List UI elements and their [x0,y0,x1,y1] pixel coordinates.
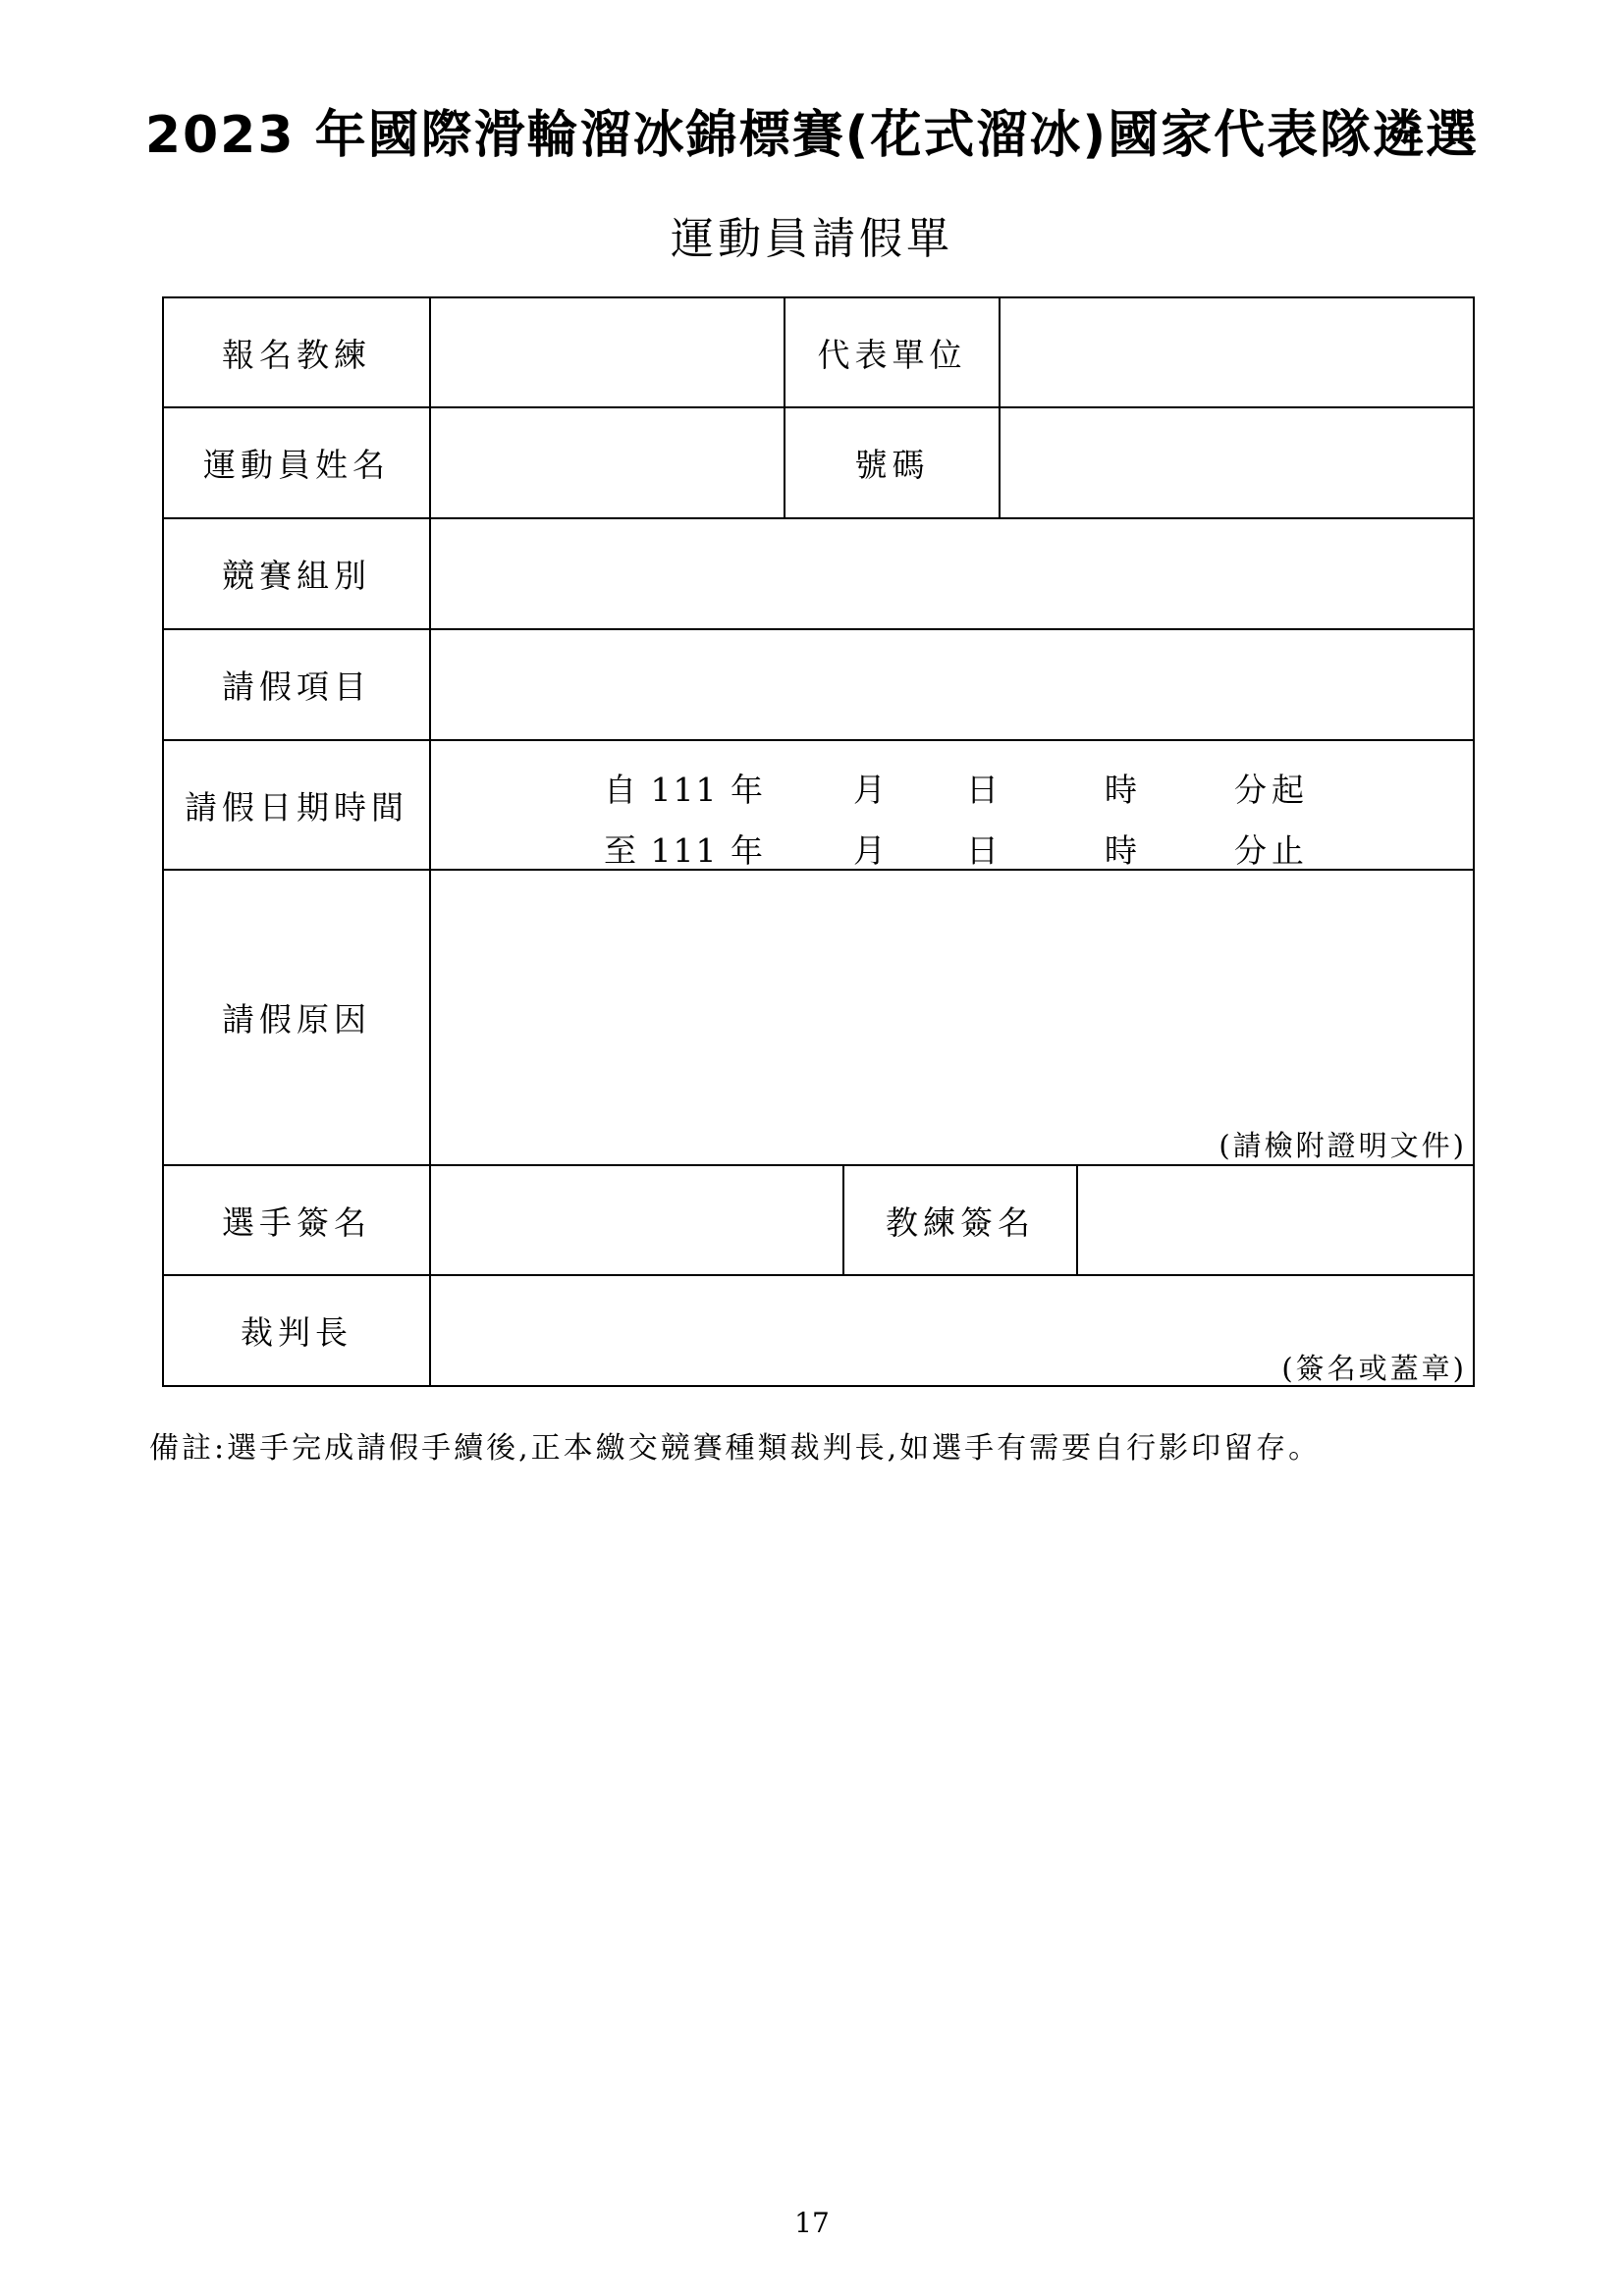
coach-value-cell[interactable] [429,296,785,408]
datetime-value-cell[interactable] [429,739,1475,871]
referee-label-cell [162,1274,431,1387]
datetime-label-cell [162,739,431,871]
coach-label: 報名教練 [222,335,371,374]
athlete-name-value-cell[interactable] [429,406,785,519]
reason-note: (請檢附證明文件) [1218,1129,1467,1162]
reason-label: 請假原因 [222,1000,371,1039]
to-hour: 時 [1105,831,1142,870]
coach-sign-label: 教練簽名 [886,1202,1035,1242]
unit-value-cell[interactable] [999,296,1475,408]
form-subtitle: 運動員請假單 [671,214,953,264]
number-label: 號碼 [854,446,930,484]
reason-label-cell [162,869,431,1166]
coach-sign-label-cell [842,1164,1078,1276]
from-hour: 時 [1105,771,1142,809]
group-label-cell [162,517,431,630]
from-minute: 分起 [1234,771,1309,809]
referee-label: 裁判長 [241,1313,352,1352]
remark-note: 備註:選手完成請假手續後,正本繳交競賽種類裁判長,如選手有需要自行影印留存。 [149,1431,1322,1466]
coach-sign-value-cell[interactable] [1076,1164,1475,1276]
item-label-cell [162,628,431,741]
to-month: 月 [853,831,891,870]
referee-note: (簽名或蓋章) [1281,1352,1467,1385]
to-day: 日 [966,831,1003,870]
unit-label-cell [784,296,1001,408]
athlete-sign-label-cell [162,1164,431,1276]
item-label: 請假項目 [222,667,371,706]
coach-label-cell [162,296,431,408]
athlete-sign-label: 選手簽名 [222,1202,371,1242]
item-value-cell[interactable] [429,628,1475,741]
number-label-cell [784,406,1001,519]
page-number: 17 [794,2207,830,2239]
reason-value-cell[interactable] [429,869,1475,1166]
to-year: 至 111 年 [604,831,765,870]
referee-value-cell[interactable] [429,1274,1475,1387]
datetime-from-line [431,765,1473,809]
number-value-cell[interactable] [999,406,1475,519]
from-month: 月 [853,771,891,809]
athlete-name-label: 運動員姓名 [203,446,390,484]
athlete-name-label-cell [162,406,431,519]
document-title: 2023 年國際滑輪溜冰錦標賽(花式溜冰)國家代表隊遴選 [144,106,1480,165]
datetime-to-line [431,826,1473,870]
from-year: 自 111 年 [604,771,765,809]
from-day: 日 [966,771,1003,809]
athlete-sign-value-cell[interactable] [429,1164,844,1276]
datetime-label: 請假日期時間 [185,787,408,827]
group-label: 競賽組別 [222,557,371,595]
unit-label: 代表單位 [817,335,967,374]
to-minute: 分止 [1234,831,1309,870]
group-value-cell[interactable] [429,517,1475,630]
